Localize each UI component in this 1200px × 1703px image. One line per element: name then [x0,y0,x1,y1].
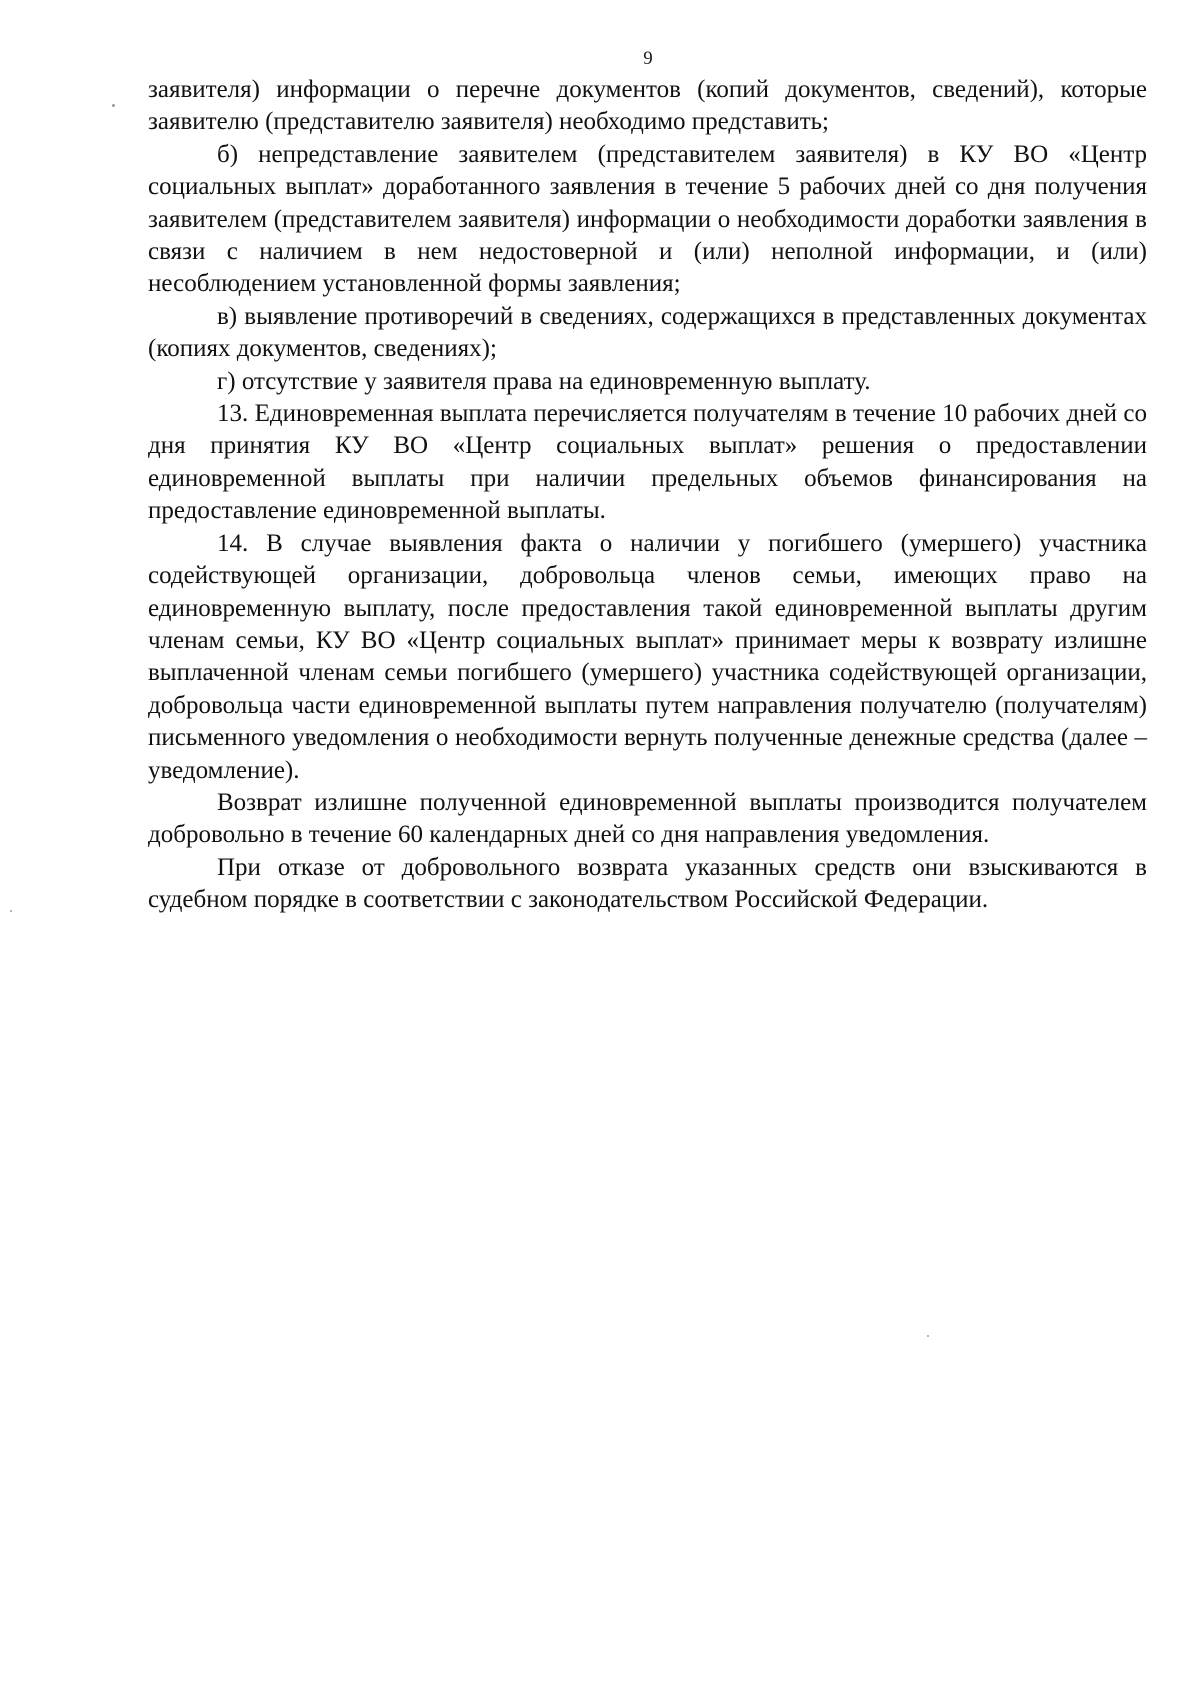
paragraph-continuation: заявителя) информации о перечне документов (копий документов, сведений), которые заявителю (представителю заявителя) необходимо представить; [148,76,1147,136]
paragraph-item-b: б) непредставление заявителем (представителем заявителя) в КУ ВО «Центр социальных выплат» доработанного заявления в течение 5 рабочих дней со дня получения заявителем (представителем заявителя) информации о необходимости доработки заявления в связи с наличием в нем недостоверной и (или) неполной информации, и (или) несоблюдением установленной формы заявления; [148,140,1147,298]
paragraph-item-v: в) выявление противоречий в сведениях, содержащихся в представленных документах (копиях документов, сведениях); [148,302,1147,363]
scan-speck [927,1335,929,1337]
scan-speck [10,910,12,912]
document-body [148,74,1147,917]
paragraph-refund-terms: Возврат излишне полученной единовременной выплаты производится получателем добровольно в течение 60 календарных дней со дня направления уведомления. [148,788,1147,849]
scan-speck [112,104,115,107]
paragraph-clause-13: 13. Единовременная выплата перечисляется получателям в течение 10 рабочих дней со дня принятия КУ ВО «Центр социальных выплат» решения о предоставлении единовременной выплаты при наличии предельных объемов финансирования на предоставление единовременной выплаты. [148,400,1147,525]
paragraph-item-g: г) отсутствие у заявителя права на единовременную выплату. [217,367,871,395]
page-number: 9 [643,48,653,69]
paragraph-court-recovery: При отказе от добровольного возврата указанных средств они взыскиваются в судебном порядке в соответствии с законодательством Российской Федерации. [148,853,1147,914]
paragraph-clause-14: 14. В случае выявления факта о наличии у погибшего (умершего) участника содействующей организации, добровольца членов семьи, имеющих право на единовременную выплату, после предоставления такой единовременной выплаты другим членам семьи, КУ ВО «Центр социальных выплат» принимает меры к возврату излишне выплаченной членам семьи погибшего (умершего) участника содействующей организации, добровольца части единовременной выплаты путем направления получателю (получателям) письменного уведомления о необходимости вернуть полученные денежные средства (далее – уведомление). [148,529,1147,784]
